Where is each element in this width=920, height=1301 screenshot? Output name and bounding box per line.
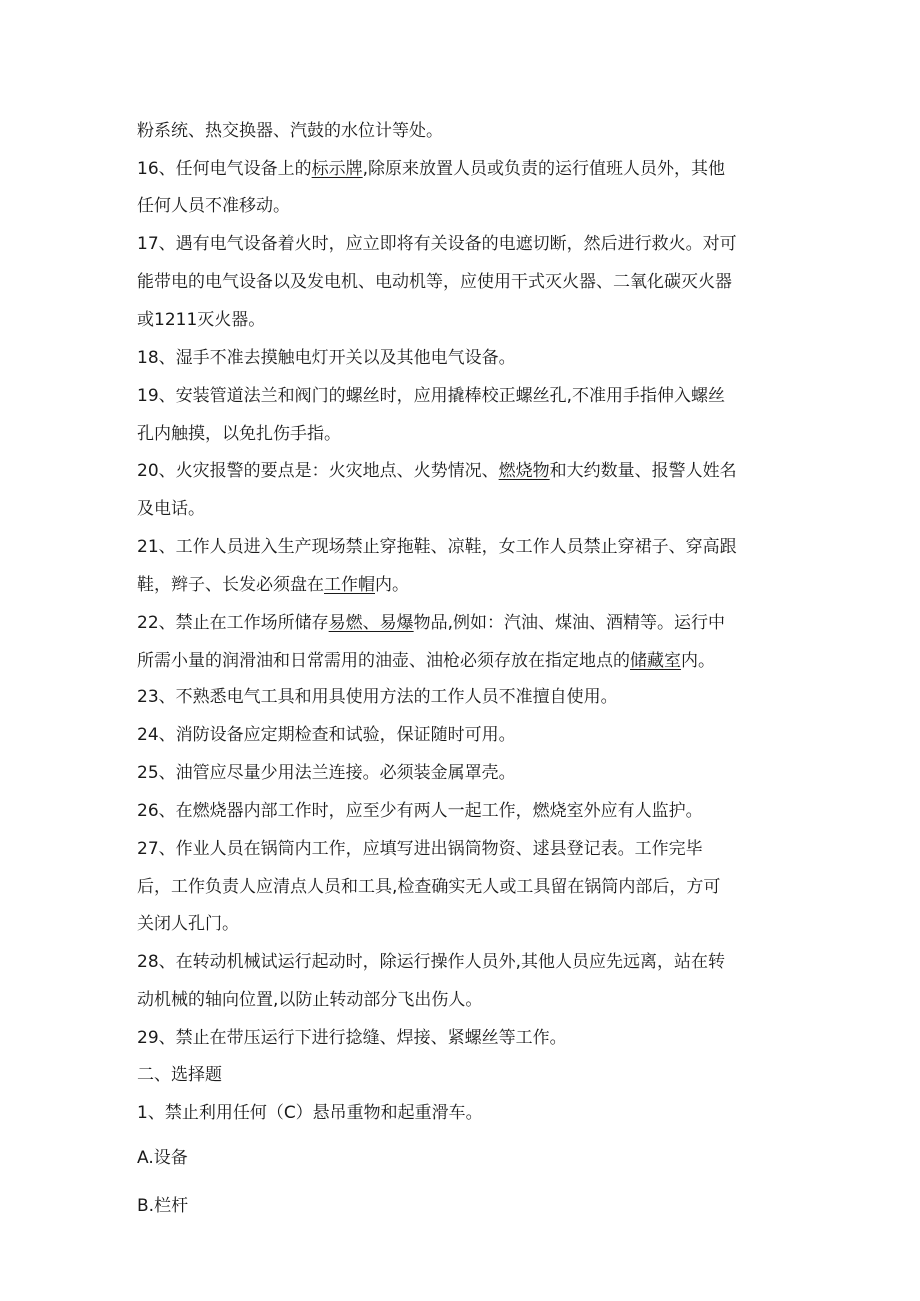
text-segment: 20、火灾报警的要点是：火灾地点、火势情况、 [137, 461, 499, 481]
text-segment: 27、作业人员在锅筒内工作，应填写进出锅筒物资、逑县登记表。工作完毕 [137, 839, 703, 859]
text-line [137, 385, 725, 407]
underlined-term: 标示牌 [311, 159, 363, 179]
text-segment: 1、禁止利用任何（C）悬吊重物和起重滑车。 [137, 1103, 483, 1123]
text-segment: 内。 [375, 575, 409, 595]
text-segment: 能带电的电气设备以及发电机、电动机等，应使用干式灭火器、二氧化碳灭火器 [137, 272, 732, 292]
text-line [137, 271, 732, 293]
text-segment: 鞋，辫子、长发必须盘在 [137, 575, 324, 595]
text-line [137, 1064, 222, 1086]
text-segment: 23、不熟悉电气工具和用具使用方法的工作人员不准擅自使用。 [137, 687, 618, 707]
text-line [137, 460, 737, 482]
text-line [137, 423, 341, 445]
text-segment: 26、在燃烧器内部工作时，应至少有两人一起工作，燃烧室外应有人监护。 [137, 801, 703, 821]
text-line [137, 650, 715, 672]
text-segment: 24、消防设备应定期检查和试验，保证随时可用。 [137, 725, 516, 745]
text-segment: 关闭人孔门。 [137, 914, 239, 934]
text-line [137, 838, 703, 860]
text-segment: 后，工作负责人应清点人员和工具,检查确实无人或工具留在锅筒内部后，方可 [137, 877, 721, 897]
text-segment: 19、安装管道法兰和阀门的螺丝时，应用撬棒校正螺丝孔,不准用手指伸入螺丝 [137, 386, 726, 406]
text-segment: 和大约数量、报警人姓名 [549, 461, 737, 481]
text-segment: 18、湿手不准去摸触电灯开关以及其他电气设备。 [137, 348, 516, 368]
text-line [137, 498, 205, 520]
text-line [137, 724, 516, 746]
text-line [137, 195, 290, 217]
text-segment: 及电话。 [137, 499, 205, 519]
text-line [137, 1102, 483, 1124]
text-segment: 粉系统、热交换器、汽鼓的水位计等处。 [137, 121, 443, 141]
text-segment: 29、禁止在带压运行下进行捻缝、焊接、紧螺丝等工作。 [137, 1028, 567, 1048]
text-line [137, 347, 516, 369]
text-segment: 物品,例如：汽油、煤油、酒精等。运行中 [413, 613, 726, 633]
text-segment: 25、油管应尽量少用法兰连接。必须装金属罩壳。 [137, 763, 516, 783]
text-line [137, 1195, 188, 1217]
text-line [137, 233, 737, 255]
underlined-term: 燃烧物 [498, 461, 550, 481]
text-segment: 动机械的轴向位置,以防止转动部分飞出伤人。 [137, 990, 483, 1010]
text-segment: 21、工作人员进入生产现场禁止穿拖鞋、凉鞋，女工作人员禁止穿裙子、穿高跟 [137, 537, 737, 557]
text-segment: 二、选择题 [137, 1065, 222, 1085]
text-segment: 28、在转动机械试运行起动时，除运行操作人员外,其他人员应先远离，站在转 [137, 952, 726, 972]
underlined-term: 储藏室 [630, 651, 681, 671]
text-line [137, 686, 618, 708]
text-segment: 内。 [681, 651, 715, 671]
text-segment: 22、禁止在工作场所储存 [137, 613, 329, 633]
text-line [137, 800, 703, 822]
text-line [137, 989, 482, 1011]
text-line [137, 762, 516, 784]
text-line [137, 1147, 188, 1169]
text-line [137, 951, 725, 973]
text-segment: A.设备 [137, 1148, 188, 1168]
text-line [137, 309, 265, 331]
text-segment: 孔内触摸，以免扎伤手指。 [137, 424, 341, 444]
text-line [137, 913, 239, 935]
text-segment: 任何人员不准移动。 [137, 196, 290, 216]
text-segment: B.栏杆 [137, 1196, 189, 1216]
text-line [137, 120, 443, 142]
text-line [137, 876, 720, 898]
text-line [137, 158, 725, 180]
text-segment: 17、遇有电气设备着火时，应立即将有关设备的电遮切断，然后进行救火。对可 [137, 234, 737, 254]
text-line [137, 574, 409, 596]
text-segment: ,除原来放置人员或负责的运行值班人员外，其他 [362, 159, 726, 179]
text-segment: 所需小量的润滑油和日常需用的油壶、油枪必须存放在指定地点的 [137, 651, 630, 671]
underlined-term: 工作帽 [324, 575, 375, 595]
text-segment: 或1211灭火器。 [137, 310, 266, 330]
text-line [137, 1027, 567, 1049]
text-line [137, 612, 725, 634]
text-line [137, 536, 737, 558]
text-segment: 16、任何电气设备上的 [137, 159, 312, 179]
underlined-term: 易燃、易爆 [328, 613, 414, 633]
